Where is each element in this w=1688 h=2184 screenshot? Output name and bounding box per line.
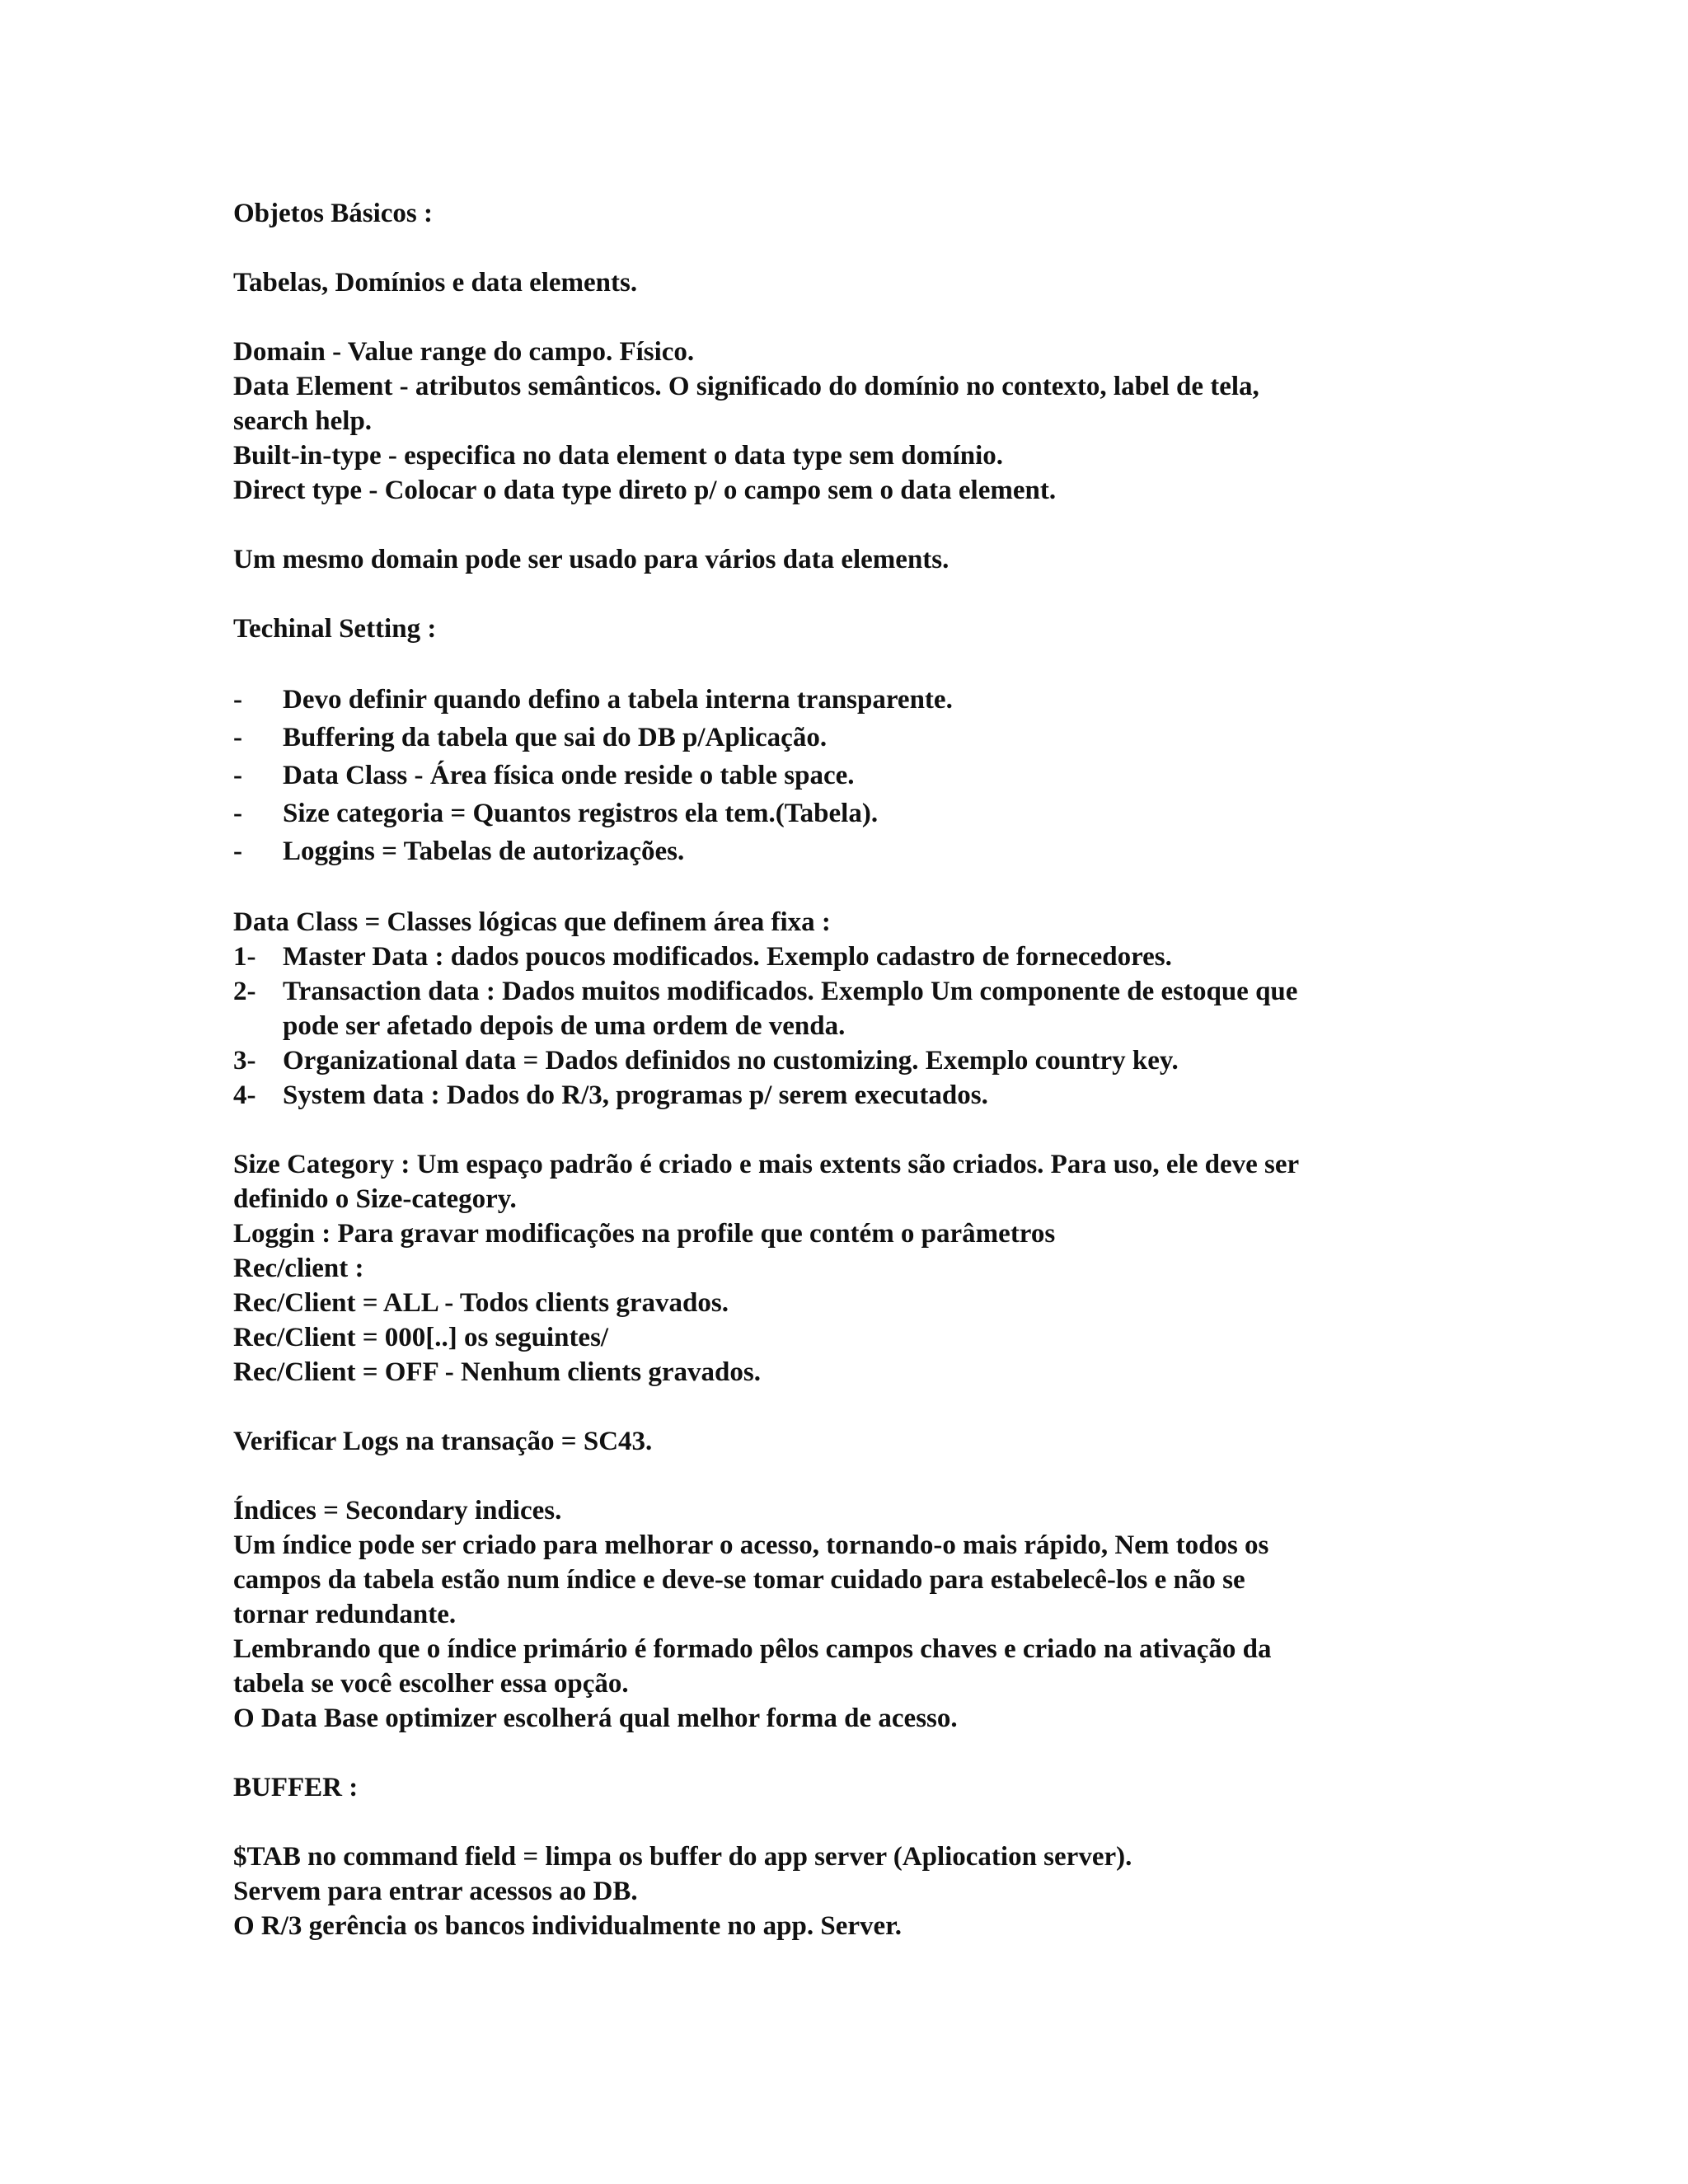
- bullet-dash: -: [233, 723, 242, 752]
- size-category-line: definido o Size-category.: [233, 1184, 517, 1214]
- list-item: [233, 681, 1523, 719]
- list-item: [233, 719, 1523, 757]
- domain-note: Um mesmo domain pode ser usado para vários data elements.: [233, 545, 950, 574]
- numbered-item-text: Master Data : dados poucos modificados. Exemplo cadastro de fornecedores.: [283, 942, 1172, 972]
- bullet-dash: -: [233, 837, 242, 866]
- indices-line: Lembrando que o índice primário é formado pêlos campos chaves e criado na ativação da: [233, 1634, 1272, 1664]
- indices-line: tornar redundante.: [233, 1600, 457, 1629]
- definition-line: Data Element - atributos semânticos. O significado do domínio no contexto, label de tela,: [233, 372, 1259, 401]
- item-number: 4-: [233, 1080, 256, 1110]
- list-item-text: Data Class - Área física onde reside o table space.: [283, 761, 855, 790]
- list-item: [233, 757, 1523, 794]
- section-heading-data-class: Data Class = Classes lógicas que definem área fixa :: [233, 907, 831, 937]
- numbered-item: [233, 1078, 1523, 1113]
- section-heading-buffer: BUFFER :: [233, 1773, 359, 1802]
- bullet-dash: -: [233, 761, 242, 790]
- definition-line: Built-in-type - especifica no data element o data type sem domínio.: [233, 441, 1004, 471]
- indices-heading: Índices = Secondary indices.: [233, 1496, 562, 1526]
- list-item-text: Loggins = Tabelas de autorizações.: [283, 837, 685, 866]
- rec-client-line: Rec/Client = OFF - Nenhum clients gravados.: [233, 1357, 761, 1387]
- indices-line: Um índice pode ser criado para melhorar o acesso, tornando-o mais rápido, Nem todos os: [233, 1530, 1269, 1560]
- numbered-item-text: Organizational data = Dados definidos no customizing. Exemplo country key.: [283, 1046, 1179, 1076]
- item-number: 1-: [233, 942, 256, 972]
- rec-client-line: Rec/client :: [233, 1254, 364, 1283]
- list-item-text: Buffering da tabela que sai do DB p/Aplicação.: [283, 723, 828, 752]
- rec-client-line: Rec/Client = 000[..] os seguintes/: [233, 1323, 609, 1352]
- loggin-line: Loggin : Para gravar modificações na profile que contém o parâmetros: [233, 1219, 1056, 1249]
- size-category-line: Size Category : Um espaço padrão é criado e mais extents são criados. Para uso, ele deve ser: [233, 1150, 1300, 1179]
- numbered-item-text: System data : Dados do R/3, programas p/ serem executados.: [283, 1080, 988, 1110]
- indices-line: tabela se você escolher essa opção.: [233, 1669, 629, 1699]
- numbered-item: [233, 974, 1523, 1009]
- definition-line: search help.: [233, 406, 373, 436]
- section-subtitle-tabelas: Tabelas, Domínios e data elements.: [233, 268, 638, 298]
- buffer-line: Servem para entrar acessos ao DB.: [233, 1877, 638, 1906]
- buffer-line: O R/3 gerência os bancos individualmente no app. Server.: [233, 1911, 902, 1941]
- numbered-item-continuation: pode ser afetado depois de uma ordem de venda.: [283, 1011, 846, 1041]
- numbered-item-text: Transaction data : Dados muitos modificados. Exemplo Um componente de estoque que: [283, 977, 1298, 1006]
- item-number: 2-: [233, 977, 256, 1006]
- logs-note: Verificar Logs na transação = SC43.: [233, 1427, 653, 1456]
- rec-client-line: Rec/Client = ALL - Todos clients gravados.: [233, 1288, 729, 1318]
- list-item: [233, 794, 1523, 832]
- section-heading-objetos: Objetos Básicos :: [233, 199, 433, 228]
- indices-line: O Data Base optimizer escolherá qual melhor forma de acesso.: [233, 1704, 958, 1733]
- bullet-dash: -: [233, 685, 242, 715]
- indices-line: campos da tabela estão num índice e deve-se tomar cuidado para estabelecê-los e não se: [233, 1565, 1245, 1595]
- definition-line: Domain - Value range do campo. Físico.: [233, 337, 695, 367]
- definition-line: Direct type - Colocar o data type direto p/ o campo sem o data element.: [233, 476, 1057, 505]
- numbered-item: [233, 1043, 1523, 1078]
- section-heading-techinal-setting: Techinal Setting :: [233, 614, 437, 644]
- list-item: [233, 832, 1523, 870]
- bullet-dash: -: [233, 799, 242, 828]
- item-number: 3-: [233, 1046, 256, 1076]
- list-item-text: Size categoria = Quantos registros ela tem.(Tabela).: [283, 799, 879, 828]
- numbered-item: [233, 940, 1523, 974]
- buffer-line: $TAB no command field = limpa os buffer do app server (Apliocation server).: [233, 1842, 1132, 1872]
- list-item-text: Devo definir quando defino a tabela interna transparente.: [283, 685, 953, 715]
